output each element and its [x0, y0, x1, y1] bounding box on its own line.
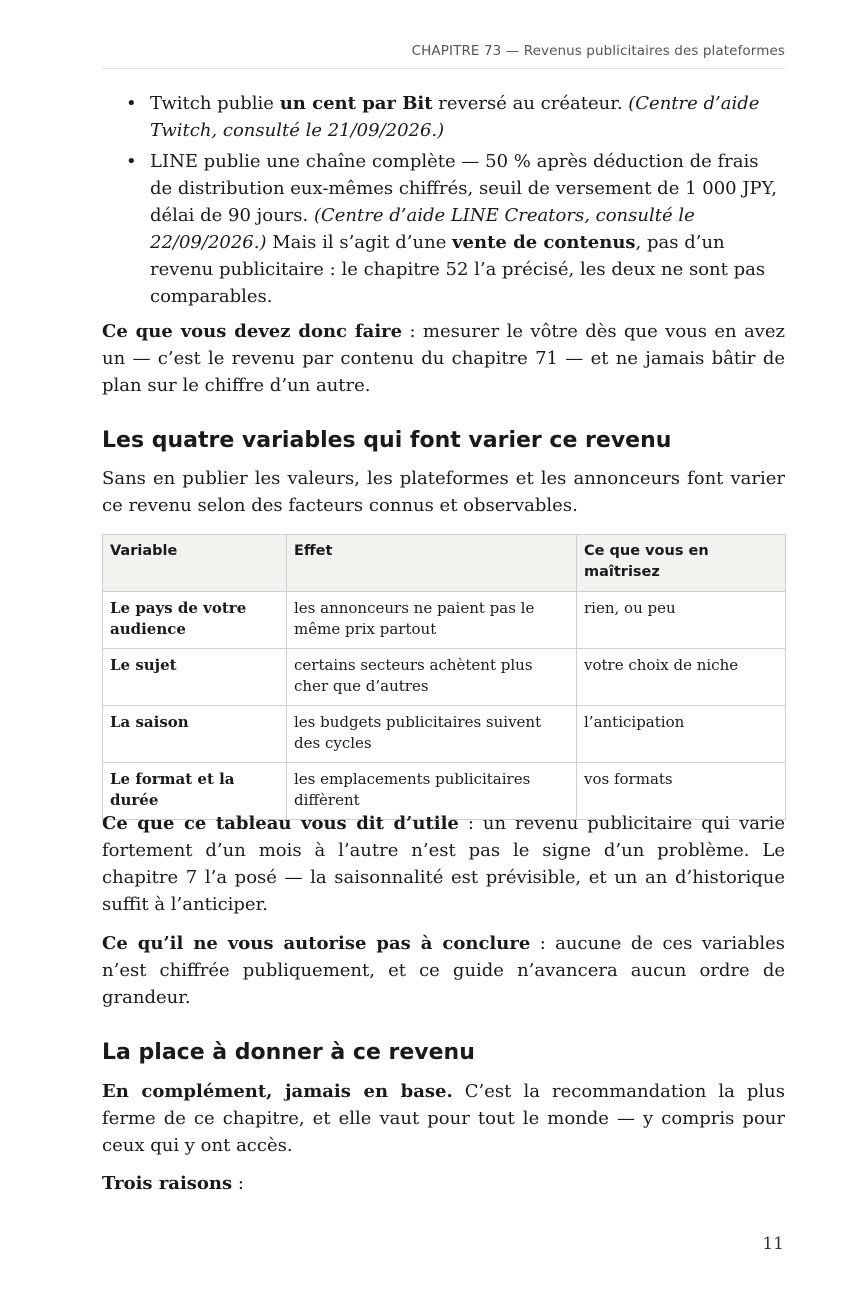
table-row [103, 706, 786, 763]
bullet-citation: (Centre d’aide Twitch, consulté le 21/09/2026.) [150, 93, 760, 141]
paragraph-tableau-utile [102, 810, 785, 918]
section-heading-variables: Les quatre variables qui font varier ce revenu [102, 428, 672, 453]
table-cell-effet: certains secteurs achètent plus cher que d’autres [287, 649, 577, 706]
paragraph-trois-raisons [102, 1170, 785, 1197]
column-header: Effet [287, 535, 577, 592]
bullet-text: , pas d’un revenu publicitaire : le chapitre 52 l’a précisé, les deux ne sont pas comparables. [150, 232, 766, 307]
column-header: Ce que vous en maîtrisez [577, 535, 786, 592]
table-row [103, 649, 786, 706]
table-header-row [103, 535, 786, 592]
header-divider [102, 68, 785, 69]
page-number: 11 [762, 1234, 784, 1254]
bullet-icon: • [126, 93, 137, 114]
paragraph-text: : un revenu publicitaire qui varie fortement d’un mois à l’autre n’est pas le signe d’un problème. Le chapitre 7 l’a posé — la saisonnalité est prévisible, et un an d’historique suffit à l’anticiper. [102, 813, 785, 915]
paragraph-ne-pas-conclure [102, 930, 785, 1011]
bullet-item-twitch [102, 90, 785, 144]
bullet-text: Twitch publie [150, 93, 280, 114]
section-intro: Sans en publier les valeurs, les plateformes et les annonceurs font varier ce revenu selon des facteurs connus et observables. [102, 468, 785, 516]
paragraph-lead: Ce que ce tableau vous dit d’utile [102, 813, 459, 834]
bullet-item-line [102, 148, 785, 310]
bullet-icon: • [126, 151, 137, 172]
paragraph-lead: En complément, jamais en base. [102, 1081, 453, 1102]
bullet-citation: (Centre d’aide LINE Creators, consulté le 22/09/2026.) [150, 205, 695, 253]
running-header: CHAPITRE 73 — Revenus publicitaires des plateformes [411, 43, 785, 59]
paragraph-lead: Ce que vous devez donc faire [102, 321, 403, 342]
paragraph-ce-que-faire [102, 318, 785, 399]
bullet-text: Mais il s’agit d’une [266, 232, 453, 253]
variables-table [102, 534, 786, 820]
paragraph-text: : mesurer le vôtre dès que vous en avez un — c’est le revenu par contenu du chapitre 71 — et ne jamais bâtir de plan sur le chiffre d’un autre. [102, 321, 785, 396]
table-cell-effet: les budgets publicitaires suivent des cycles [287, 706, 577, 763]
table-cell-variable: La saison [103, 706, 287, 763]
paragraph-text: C’est la recommandation la plus ferme de ce chapitre, et elle vaut pour tout le monde — y compris pour ceux qui y ont accès. [102, 1081, 785, 1156]
bullet-list [102, 90, 785, 314]
paragraph-complement [102, 1078, 785, 1159]
paragraph-lead: Trois raisons [102, 1173, 233, 1194]
bullet-emphasis: vente de contenus [452, 232, 636, 253]
bullet-text: LINE publie une chaîne complète — 50 % après déduction de frais de distribution eux-mêmes chiffrés, seuil de versement de 1 000 JPY, délai de 90 jours. [150, 151, 777, 226]
column-header: Variable [103, 535, 287, 592]
paragraph-lead: Ce qu’il ne vous autorise pas à conclure [102, 933, 531, 954]
table-cell-maitrise: rien, ou peu [577, 592, 786, 649]
variables-table-wrapper [102, 534, 785, 820]
table-cell-maitrise: votre choix de niche [577, 649, 786, 706]
table-cell-variable: Le pays de votre audience [103, 592, 287, 649]
bullet-text: reversé au créateur. [432, 93, 629, 114]
table-row [103, 592, 786, 649]
section-heading-place: La place à donner à ce revenu [102, 1040, 475, 1065]
table-cell-effet: les emplacements publicitaires diffèrent [287, 763, 577, 820]
table-cell-effet: les annonceurs ne paient pas le même prix partout [287, 592, 577, 649]
paragraph-text: : aucune de ces variables n’est chiffrée publiquement, et ce guide n’avancera aucun ordre de grandeur. [102, 933, 785, 1008]
bullet-emphasis: un cent par Bit [279, 93, 433, 114]
table-cell-maitrise: l’anticipation [577, 706, 786, 763]
table-cell-maitrise: vos formats [577, 763, 786, 820]
paragraph-text: : [232, 1173, 244, 1194]
table-cell-variable: Le sujet [103, 649, 287, 706]
table-cell-variable: Le format et la durée [103, 763, 287, 820]
